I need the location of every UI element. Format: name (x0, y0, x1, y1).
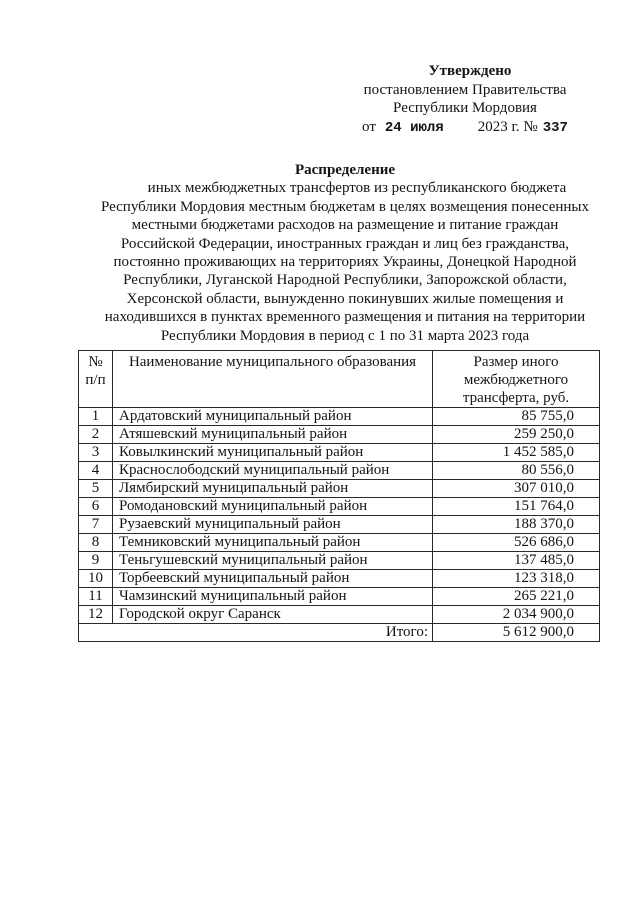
table-row (79, 444, 600, 462)
total-label: Итого: (79, 624, 433, 642)
municipality-name: Теньгушевский муниципальный район (113, 552, 433, 570)
subtitle-line: находившихся в пунктах временного размещения и питания на территории (104, 309, 586, 326)
municipality-name: Атяшевский муниципальный район (113, 426, 433, 444)
transfer-amount: 80 556,0 (433, 462, 600, 480)
transfer-amount: 85 755,0 (433, 408, 600, 426)
table-total-row (79, 624, 600, 642)
header-amount-line: Размер иного (473, 354, 559, 370)
row-number: 6 (79, 498, 113, 516)
row-number: 9 (79, 552, 113, 570)
approval-heading: Утверждено (428, 63, 512, 79)
transfer-amount: 1 452 585,0 (433, 444, 600, 462)
municipality-name: Темниковский муниципальный район (113, 534, 433, 552)
row-number: 1 (79, 408, 113, 426)
header-amount-line: межбюджетного (463, 372, 569, 388)
table-row (79, 570, 600, 588)
table-row (79, 480, 600, 498)
date-year: 2023 г. № (477, 119, 538, 136)
transfer-amount: 259 250,0 (433, 426, 600, 444)
transfer-amount: 151 764,0 (433, 498, 600, 516)
table-row (79, 516, 600, 534)
municipality-name: Чамзинский муниципальный район (113, 588, 433, 606)
header-municipality (113, 351, 433, 408)
table-row (79, 534, 600, 552)
municipality-name: Ардатовский муниципальный район (113, 408, 433, 426)
subtitle-line: Республики Мордовия местным бюджетам в целях возмещения понесенных (100, 198, 590, 215)
row-number: 8 (79, 534, 113, 552)
subtitle-line: Российской Федерации, иностранных граждан и лиц без гражданства, (120, 235, 570, 252)
date-prefix: от (362, 119, 376, 136)
approval-block (340, 62, 590, 138)
municipality-name: Краснослободский муниципальный район (113, 462, 433, 480)
municipality-name: Городской округ Саранск (113, 606, 433, 624)
row-number: 2 (79, 426, 113, 444)
transfer-amount: 188 370,0 (433, 516, 600, 534)
table-header-row (79, 351, 600, 408)
subtitle-line: местными бюджетами расходов на размещение и питание граждан (131, 217, 559, 234)
row-number: 3 (79, 444, 113, 462)
transfer-amount: 123 318,0 (433, 570, 600, 588)
approval-date-line (340, 118, 590, 138)
subtitle-line: Республики, Луганской Народной Республики, Запорожской области, (123, 272, 567, 289)
table-row (79, 498, 600, 516)
table-row (79, 588, 600, 606)
table-row (79, 462, 600, 480)
table-row (79, 426, 600, 444)
municipality-name: Рузаевский муниципальный район (113, 516, 433, 534)
row-number: 7 (79, 516, 113, 534)
date-day-month: 24 июля (384, 120, 444, 137)
header-municipality-label: Наименование муниципального образования (128, 354, 417, 370)
subtitle-line: иных межбюджетных трансфертов из республиканского бюджета (147, 180, 567, 197)
row-number: 10 (79, 570, 113, 588)
municipality-name: Ковылкинский муниципальный район (113, 444, 433, 462)
document-title-block (60, 161, 630, 345)
row-number: 4 (79, 462, 113, 480)
decree-number: 337 (542, 120, 568, 137)
approval-line-1: постановлением Правительства (363, 81, 567, 98)
approval-line-2: Республики Мордовия (393, 100, 537, 117)
transfer-amount: 2 034 900,0 (433, 606, 600, 624)
subtitle-line: Херсонской области, вынужденно покинувших жилые помещения и (126, 290, 564, 307)
municipality-name: Ромодановский муниципальный район (113, 498, 433, 516)
table-row (79, 408, 600, 426)
row-number: 5 (79, 480, 113, 498)
subtitle-line: Республики Мордовия в период с 1 по 31 марта 2023 года (160, 327, 530, 344)
municipality-name: Торбеевский муниципальный район (113, 570, 433, 588)
transfer-amount: 307 010,0 (433, 480, 600, 498)
total-amount: 5 612 900,0 (433, 624, 600, 642)
table-row (79, 606, 600, 624)
municipality-name: Лямбирский муниципальный район (113, 480, 433, 498)
transfer-amount: 265 221,0 (433, 588, 600, 606)
row-number: 12 (79, 606, 113, 624)
header-number-line: № (88, 354, 103, 370)
header-amount-line: трансферта, руб. (462, 390, 570, 406)
subtitle-line: постоянно проживающих на территориях Украины, Донецкой Народной (113, 254, 577, 271)
distribution-table (78, 350, 600, 642)
header-amount (433, 351, 600, 408)
document-title: Распределение (294, 162, 396, 178)
header-number-line: п/п (85, 372, 106, 388)
header-number (79, 351, 113, 408)
row-number: 11 (79, 588, 113, 606)
transfer-amount: 526 686,0 (433, 534, 600, 552)
transfer-amount: 137 485,0 (433, 552, 600, 570)
table-row (79, 552, 600, 570)
